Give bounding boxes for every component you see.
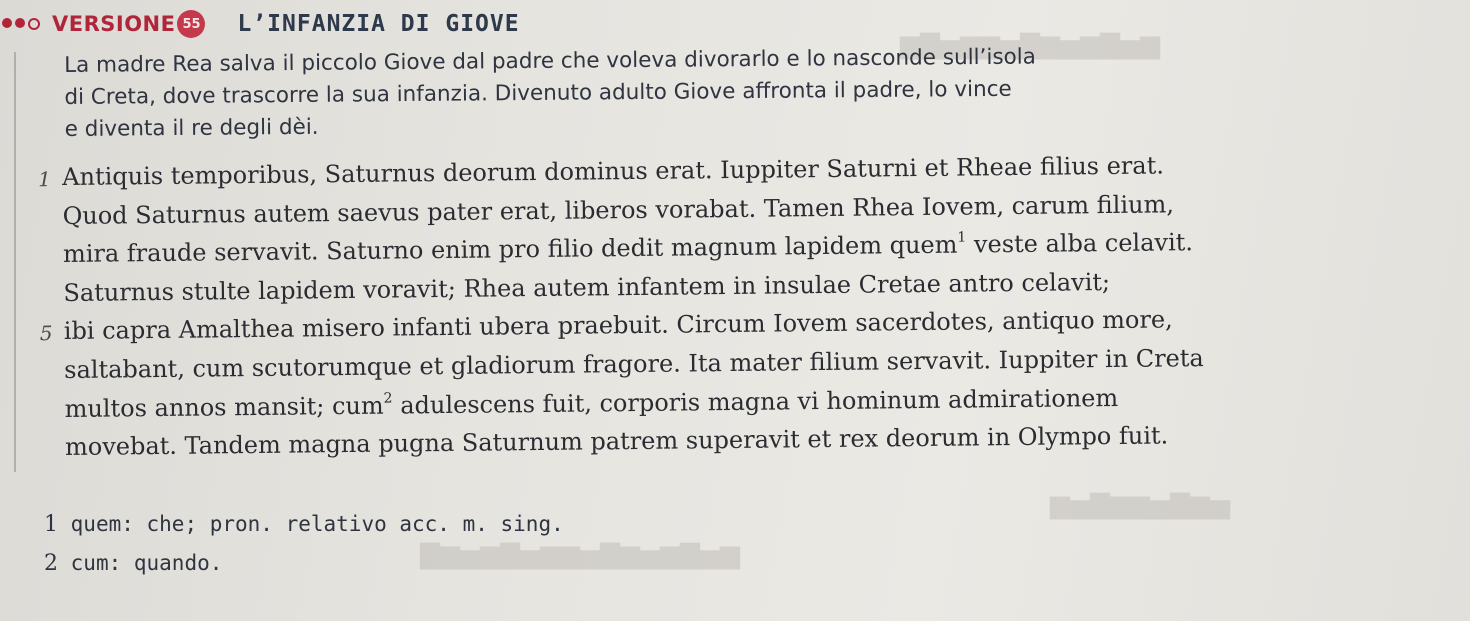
version-number-badge: 55 (177, 10, 205, 38)
latin-passage (38, 143, 1465, 466)
line-number: 5 (39, 321, 53, 346)
version-label: VERSIONE (52, 12, 176, 36)
latin-line-text: Quod Saturnus autem saevus pater erat, liberos vorabat. Tamen Rhea Iovem, carum filium, (62, 189, 1175, 230)
footnote-ref: 1 (957, 229, 967, 246)
page-margin-line (14, 52, 16, 472)
intro-line: di Creta, dove trascorre la sua infanzia. Divenuto adulto Giove affronta il padre, lo vince (64, 76, 1012, 110)
latin-line-text: mira fraude servavit. Saturno enim pro filio dedit magnum lapidem quem (62, 230, 958, 269)
footnote-text: cum: quando. (70, 551, 223, 575)
difficulty-dots (2, 18, 40, 30)
latin-line-text: Antiquis temporibus, Saturnus deorum dominus erat. Iuppiter Saturni et Rheae filius erat. (62, 151, 1165, 191)
intro-line: La madre Rea salva il piccolo Giove dal padre che voleva divorarlo e lo nasconde sull’isola (64, 44, 1037, 78)
line-number: 1 (38, 167, 52, 192)
footnote-number: 2 (44, 551, 58, 576)
footnote-text: quem: che; pron. relativo acc. m. sing. (70, 512, 564, 536)
show-through-texture: ▆▅▇▆▅▆▇▅▆▆▅▇▆▅▆▇ (420, 540, 740, 569)
exercise-header (0, 4, 520, 44)
intro-paragraph (64, 39, 1305, 146)
latin-line-text: multos annos mansit; cum (64, 391, 384, 423)
footnote (44, 505, 564, 544)
page-title: L’INFANZIA DI GIOVE (237, 11, 520, 37)
difficulty-dot-empty (28, 18, 40, 30)
latin-line-text: adulescens fuit, corporis magna vi hominum admirationem (392, 383, 1119, 420)
footnote-number: 1 (44, 512, 58, 537)
intro-line: e diventa il re degli dèi. (64, 114, 319, 142)
latin-line-text: saltabant, cum scutorumque et gladiorum fragore. Ita mater filium servavit. Iuppiter in Creta (64, 344, 1204, 384)
latin-line-text: movebat. Tandem magna pugna Saturnum patrem superavit et rex deorum in Olympo fuit. (64, 421, 1169, 462)
show-through-texture: ▅▆▇▅▆▆▇▅▆ (1050, 490, 1230, 519)
latin-line-text: Saturnus stulte lapidem voravit; Rhea autem infantem in insulae Cretae antro celavit; (63, 267, 1111, 307)
footnote-ref: 2 (383, 390, 393, 407)
difficulty-dot-filled (2, 18, 12, 28)
difficulty-dot-filled (15, 18, 25, 28)
latin-line-text: ibi capra Amalthea misero infanti ubera praebuit. Circum Iovem sacerdotes, antiquo more, (63, 305, 1173, 346)
latin-line-text: veste alba celavit. (966, 228, 1194, 259)
footnote (44, 544, 564, 583)
show-through-texture: ▆▅▇▆▅▆▇▅▆▆▅▇▆ (900, 30, 1160, 59)
footnotes (44, 505, 564, 583)
